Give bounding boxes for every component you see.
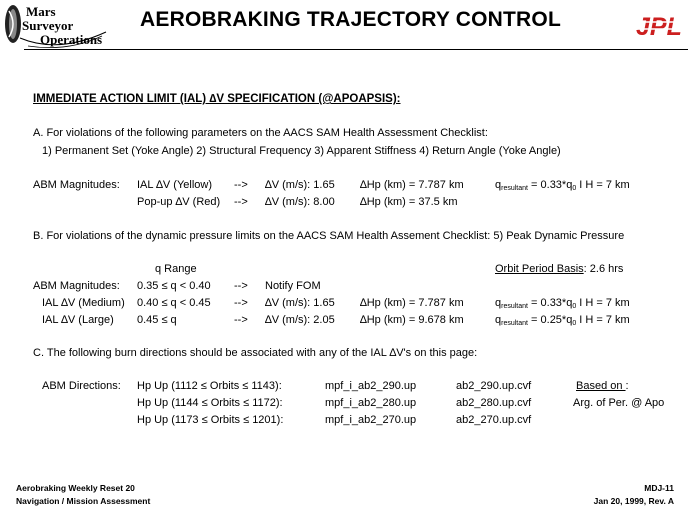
row-name: IAL ∆V (Large): [42, 314, 114, 326]
row-file-up: mpf_i_ab2_280.up: [325, 397, 417, 409]
footer-right-line2: Jan 20, 1999, Rev. A: [593, 496, 674, 506]
row-file-cvf: ab2_290.up.cvf: [456, 380, 532, 392]
section-a-intro: A. For violations of the following parameters on the AACS SAM Health Assessment Checklist:: [33, 127, 488, 139]
header-divider: [24, 49, 688, 50]
row-file-cvf: ab2_270.up.cvf: [456, 414, 532, 426]
logo-line-mars: Mars: [26, 4, 56, 19]
row-hp: ∆Hp (km) = 7.787 km: [360, 179, 464, 191]
jpl-logo: [634, 14, 690, 38]
row-range: Hp Up (1144 ≤ Orbits ≤ 1172):: [137, 397, 283, 409]
footer-right-line1: MDJ-11: [644, 483, 674, 493]
row-range: Hp Up (1112 ≤ Orbits ≤ 1143):: [137, 380, 282, 392]
row-file-up: mpf_i_ab2_270.up: [325, 414, 417, 426]
row-q-resultant: $q_{resultant} = 0.33*q_0$ I H = 7 km: [495, 297, 630, 310]
row-arrow: -->: [234, 314, 248, 326]
footer-left-line1: Aerobraking Weekly Reset 20: [16, 483, 135, 493]
row-arrow: -->: [234, 280, 248, 292]
row-range: 0.40 ≤ q < 0.45: [137, 297, 211, 309]
q-range-header: q Range: [155, 263, 197, 275]
section-a-abm-label: ABM Magnitudes:: [33, 179, 120, 191]
row-dv: ∆V (m/s): 8.00: [265, 196, 335, 208]
row-name: Pop-up ∆V (Red): [137, 196, 221, 208]
row-arrow: -->: [234, 179, 248, 191]
row-hp: ∆Hp (km) = 7.787 km: [360, 297, 464, 309]
row-hp: ∆Hp (km) = 9.678 km: [360, 314, 464, 326]
row-arrow: -->: [234, 196, 248, 208]
row-q-resultant: $q_{resultant} = 0.33*q_0$ I H = 7 km: [495, 179, 630, 192]
row-q-resultant: $q_{resultant} = 0.25*q_0$ I H = 7 km: [495, 314, 630, 327]
row-range: 0.45 ≤ q: [137, 314, 177, 326]
row-action: Notify FOM: [265, 280, 321, 292]
row-dv: ∆V (m/s): 1.65: [265, 179, 335, 191]
based-on-label: Based on :: [576, 380, 629, 392]
row-file-cvf: ab2_280.up.cvf: [456, 397, 532, 409]
section-b-abm-label: ABM Magnitudes:: [33, 280, 120, 292]
footer-left-line2: Navigation / Mission Assessment: [16, 496, 151, 506]
row-range: 0.35 ≤ q < 0.40: [137, 280, 211, 292]
row-range: Hp Up (1173 ≤ Orbits ≤ 1201):: [137, 414, 284, 426]
section-a-params: 1) Permanent Set (Yoke Angle) 2) Structural Frequency 3) Apparent Stiffness 4) Return Angle (Yoke Angle): [42, 145, 561, 157]
logo-line-surveyor: Surveyor: [22, 18, 74, 33]
logo-line-operations: Operations: [40, 32, 103, 47]
jpl-logo-text: JPL: [636, 14, 682, 38]
section-title: IMMEDIATE ACTION LIMIT (IAL) ∆V SPECIFICATION (@APOAPSIS):: [33, 93, 401, 105]
row-dv: ∆V (m/s): 2.05: [265, 314, 335, 326]
row-name: IAL ∆V (Yellow): [137, 179, 213, 191]
page-title: AEROBRAKING TRAJECTORY CONTROL: [140, 8, 561, 31]
row-dv: ∆V (m/s): 1.65: [265, 297, 335, 309]
section-b-intro: B. For violations of the dynamic pressure limits on the AACS SAM Health Assement Checklist: 5) Peak Dynamic Pressure: [33, 230, 625, 242]
section-c-abm-label: ABM Directions:: [42, 380, 121, 392]
row-arrow: -->: [234, 297, 248, 309]
row-file-up: mpf_i_ab2_290.up: [325, 380, 417, 392]
row-hp: ∆Hp (km) = 37.5 km: [360, 196, 458, 208]
orbit-period-basis: Orbit Period Basis: 2.6 hrs: [495, 263, 624, 275]
arg-of-periapsis: Arg. of Per. @ Apo: [573, 397, 665, 409]
section-c-intro: C. The following burn directions should be associated with any of the IAL ∆V's on this page:: [33, 347, 478, 359]
row-name: IAL ∆V (Medium): [42, 297, 125, 309]
